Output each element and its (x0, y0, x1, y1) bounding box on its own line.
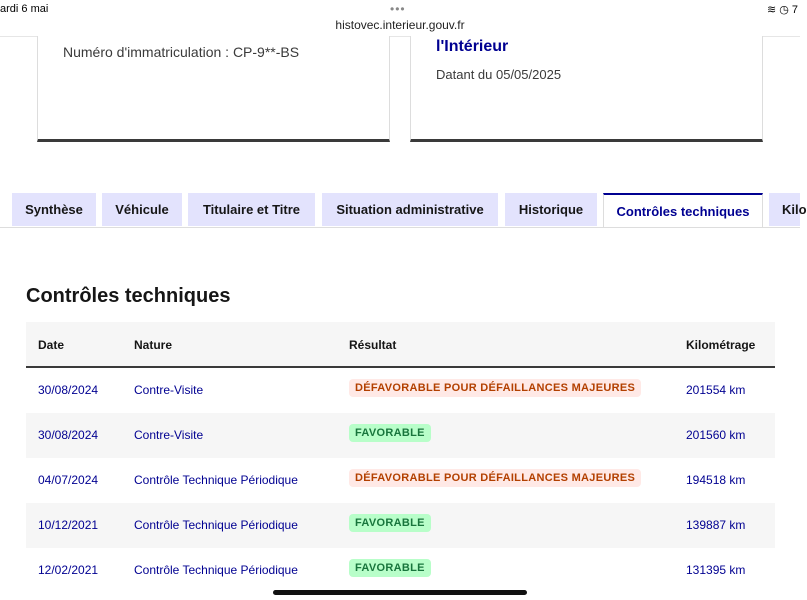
tab-controles-techniques[interactable]: Contrôles techniques (603, 193, 763, 227)
status-badge: FAVORABLE (349, 514, 431, 532)
report-source-card (410, 36, 763, 142)
report-date: Datant du 05/05/2025 (436, 67, 562, 82)
tab-titulaire[interactable]: Titulaire et Titre (188, 193, 315, 226)
cell-km: 131395 km (686, 563, 746, 577)
tab-vehicule[interactable]: Véhicule (102, 193, 182, 226)
table-header (26, 322, 775, 368)
wifi-battery-icon: ≋ ◷ 7 (766, 4, 798, 16)
tab-historique[interactable]: Historique (505, 193, 597, 226)
status-badge: FAVORABLE (349, 424, 431, 442)
plate-number-text: Numéro d'immatriculation : CP-9**-BS (63, 44, 300, 60)
cell-date: 12/02/2021 (38, 563, 99, 577)
cell-km: 201560 km (686, 428, 746, 442)
source-title: l'Intérieur (436, 38, 509, 55)
cell-result (349, 379, 641, 397)
header-result: Résultat (349, 338, 397, 352)
table-row (26, 503, 775, 548)
status-badge: FAVORABLE (349, 559, 431, 577)
cell-km: 194518 km (686, 473, 746, 487)
home-indicator[interactable] (273, 590, 527, 595)
cell-result (349, 559, 431, 577)
cell-nature: Contrôle Technique Périodique (134, 473, 298, 487)
status-badge: DÉFAVORABLE POUR DÉFAILLANCES MAJEURES (349, 379, 641, 397)
header-date: Date (38, 338, 65, 352)
cell-result (349, 514, 431, 532)
table-row (26, 368, 775, 413)
cell-result (349, 424, 431, 442)
address-bar-url[interactable]: histovec.interieur.gouv.fr (335, 18, 465, 32)
header-nature: Nature (134, 338, 173, 352)
cell-km: 201554 km (686, 383, 746, 397)
tab-situation-administrative[interactable]: Situation administrative (322, 193, 498, 226)
cell-date: 10/12/2021 (38, 518, 99, 532)
tab-synthese[interactable]: Synthèse (12, 193, 96, 226)
more-dots-icon[interactable]: ••• (390, 2, 406, 16)
vehicle-id-card (37, 36, 390, 142)
status-bar (0, 0, 800, 37)
controls-table (26, 322, 775, 593)
section-title: Contrôles techniques (26, 285, 231, 307)
table-row (26, 458, 775, 503)
status-time: ardi 6 mai (0, 3, 49, 15)
cell-nature: Contrôle Technique Périodique (134, 563, 298, 577)
cell-nature: Contre-Visite (134, 383, 204, 397)
cell-nature: Contrôle Technique Périodique (134, 518, 298, 532)
table-row (26, 413, 775, 458)
tab-kilometrage[interactable]: Kilo (769, 193, 800, 226)
cell-date: 30/08/2024 (38, 383, 99, 397)
tab-bar (0, 193, 807, 228)
table-row (26, 548, 775, 593)
cell-nature: Contre-Visite (134, 428, 204, 442)
cell-date: 30/08/2024 (38, 428, 99, 442)
status-badge: DÉFAVORABLE POUR DÉFAILLANCES MAJEURES (349, 469, 641, 487)
cell-km: 139887 km (686, 518, 746, 532)
cell-date: 04/07/2024 (38, 473, 99, 487)
header-km: Kilométrage (686, 338, 756, 352)
cell-result (349, 469, 641, 487)
